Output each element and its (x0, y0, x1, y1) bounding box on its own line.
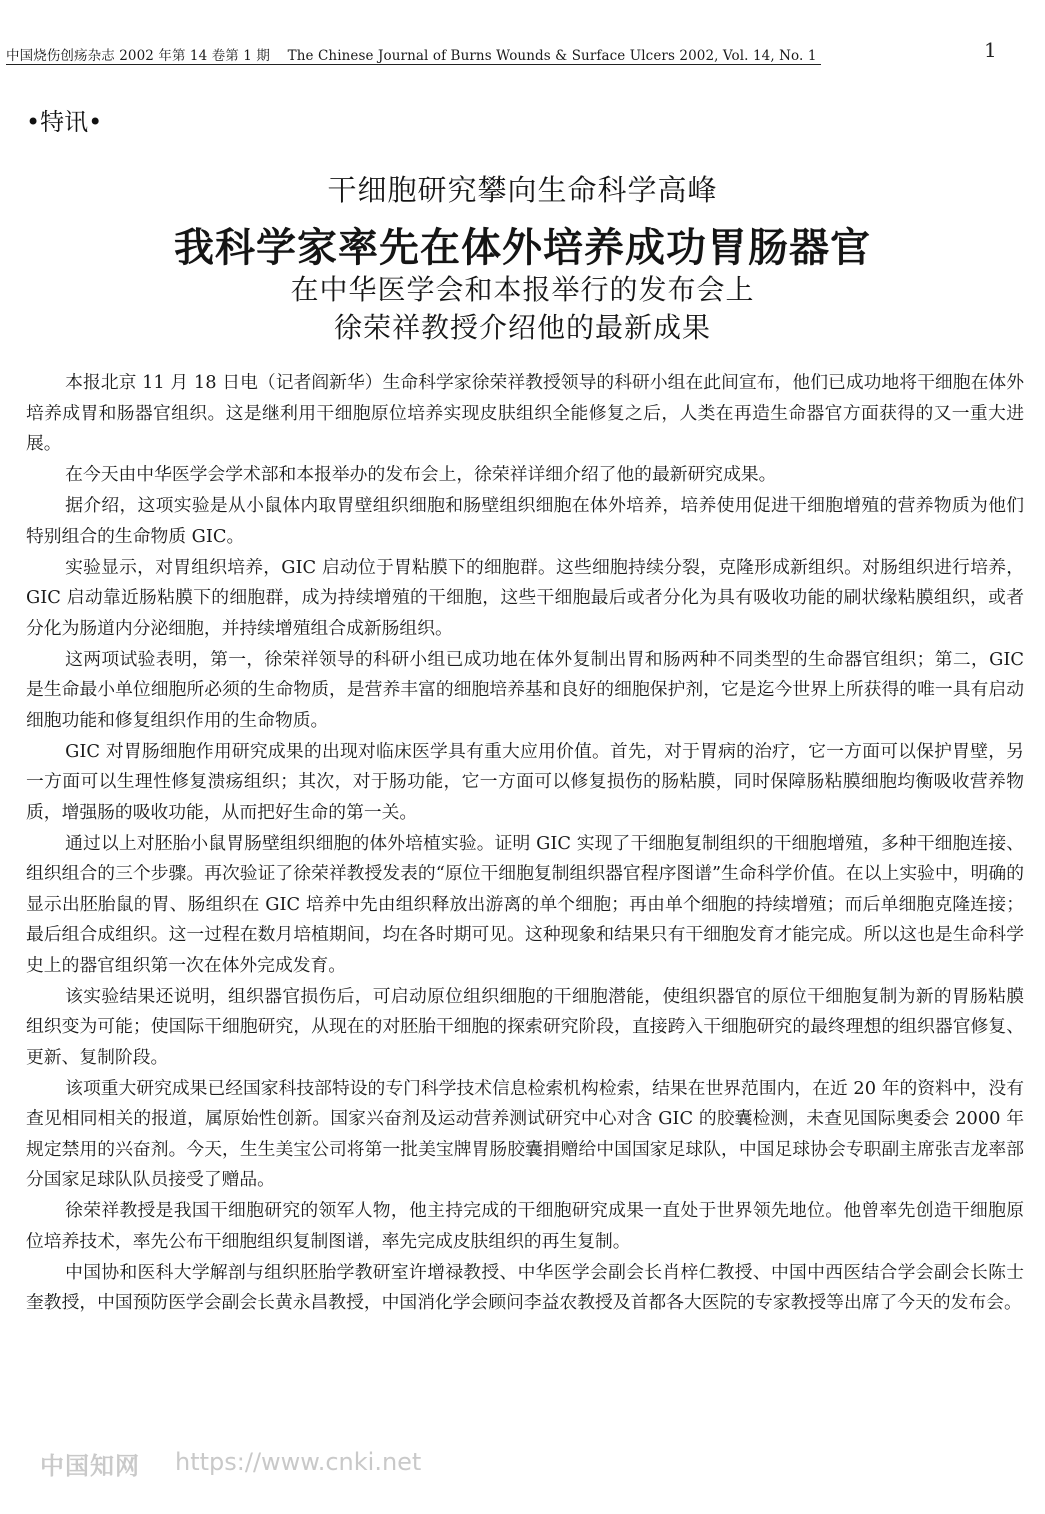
cnki-watermark-url[interactable]: https://www.cnki.net (175, 1448, 422, 1476)
page-number: 1 (984, 38, 997, 62)
article-paragraph: 实验显示，对胃组织培养，GIC 启动位于胃粘膜下的细胞群。这些细胞持续分裂，克隆形成新组织。对肠组织进行培养，GIC 启动靠近肠粘膜下的细胞群，成为持续增殖的干细胞，这些干细胞最后或者分化为具有吸收功能的刷状缘粘膜组织，或者分化为肠道内分泌细胞，并持续增殖组合成新肠组织。 (26, 556, 1024, 639)
journal-header-cn: 中国烧伤创疡杂志 2002 年第 14 卷第 1 期 (6, 48, 270, 64)
article-paragraph: 该实验结果还说明，组织器官损伤后，可启动原位组织细胞的干细胞潜能，使组织器官的原位干细胞复制为新的胃肠粘膜组织变为可能；使国际干细胞研究，从现在的对胚胎干细胞的探索研究阶段，直接跨入干细胞研究的最终理想的组织器官修复、更新、复制阶段。 (26, 985, 1024, 1068)
article-paragraph: GIC 对胃肠细胞作用研究成果的出现对临床医学具有重大应用价值。首先，对于胃病的治疗，它一方面可以保护胃壁，另一方面可以生理性修复溃疡组织；其次，对于肠功能，它一方面可以修复损伤的肠粘膜，同时保障肠粘膜细胞均衡吸收营养物质，增强肠的吸收功能，从而把好生命的第一关。 (26, 740, 1024, 823)
article-paragraph: 这两项试验表明，第一，徐荣祥领导的科研小组已成功地在体外复制出胃和肠两种不同类型的生命器官组织；第二，GIC 是生命最小单位细胞所必须的生命物质，是营养丰富的细胞培养基和良好的细胞保护剂，它是迄今世界上所获得的唯一具有启动细胞功能和修复组织作用的生命物质。 (26, 648, 1024, 731)
article-paragraph: 通过以上对胚胎小鼠胃肠壁组织细胞的体外培植实验。证明 GIC 实现了干细胞复制组织的干细胞增殖，多种干细胞连接、组织组合的三个步骤。再次验证了徐荣祥教授发表的“原位干细胞复制组织器官程序图谱”生命科学价值。在以上实验中，明确的显示出胚胎鼠的胃、肠组织在 GIC 培养中先由组织释放出游离的单个细胞；再由单个细胞的持续增殖；而后单细胞克隆连接；最后组合成组织。这一过程在数月培植期间，均在各时期可见。这种现象和结果只有干细胞发育才能完成。所以这也是生命科学史上的器官组织第一次在体外完成发育。 (26, 832, 1024, 976)
headline-subtitle-2: 徐荣祥教授介绍他的最新成果 (333, 311, 711, 344)
headline-kicker: 干细胞研究攀向生命科学高峰 (327, 173, 718, 207)
headline-subtitle-1: 在中华医学会和本报举行的发布会上 (290, 273, 755, 306)
article-body (26, 368, 1024, 1319)
cnki-watermark-logo: 中国知网 (40, 1452, 140, 1480)
journal-header-en: The Chinese Journal of Burns Wounds & Surface Ulcers 2002, Vol. 14, No. 1 (287, 48, 817, 64)
article-paragraph: 在今天由中华医学会学术部和本报举办的发布会上，徐荣祥详细介绍了他的最新研究成果。 (65, 464, 777, 485)
article-paragraph: 该项重大研究成果已经国家科技部特设的专门科学技术信息检索机构检索，结果在世界范围内，在近 20 年的资料中，没有查见相同相关的报道，属原始性创新。国家兴奋剂及运动营养测试研究中心对含 GIC 的胶囊检测，未查见国际奥委会 2000 年规定禁用的兴奋剂。今天，生生美宝公司将第一批美宝牌胃肠胶囊捐赠给中国国家足球队，中国足球协会专职副主席张吉龙率部分国家足球队队员接受了赠品。 (26, 1077, 1024, 1190)
article-paragraph: 据介绍，这项实验是从小鼠体内取胃壁组织细胞和肠壁组织细胞在体外培养，培养使用促进干细胞增殖的营养物质为他们特别组合的生命物质 GIC。 (26, 495, 1024, 547)
column-tag: •特讯• (26, 108, 103, 136)
article-paragraph: 本报北京 11 月 18 日电（记者阎新华）生命科学家徐荣祥教授领导的科研小组在此间宣布，他们已成功地将干细胞在体外培养成胃和肠器官组织。这是继利用干细胞原位培养实现皮肤组织全能修复之后，人类在再造生命器官方面获得的又一重大进展。 (26, 372, 1024, 454)
journal-header (6, 44, 817, 64)
article-paragraph: 中国协和医科大学解剖与组织胚胎学教研室许增禄教授、中华医学会副会长肖梓仁教授、中国中西医结合学会副会长陈士奎教授，中国预防医学会副会长黄永昌教授，中国消化学会顾问李益农教授及首都各大医院的专家教授等出席了今天的发布会。 (26, 1261, 1024, 1313)
header-divider (6, 64, 821, 65)
headline-main: 我科学家率先在体外培养成功胃肠器官 (174, 225, 871, 271)
article-paragraph: 徐荣祥教授是我国干细胞研究的领军人物，他主持完成的干细胞研究成果一直处于世界领先地位。他曾率先创造干细胞原位培养技术，率先公布干细胞组织复制图谱，率先完成皮肤组织的再生复制。 (26, 1200, 1024, 1252)
